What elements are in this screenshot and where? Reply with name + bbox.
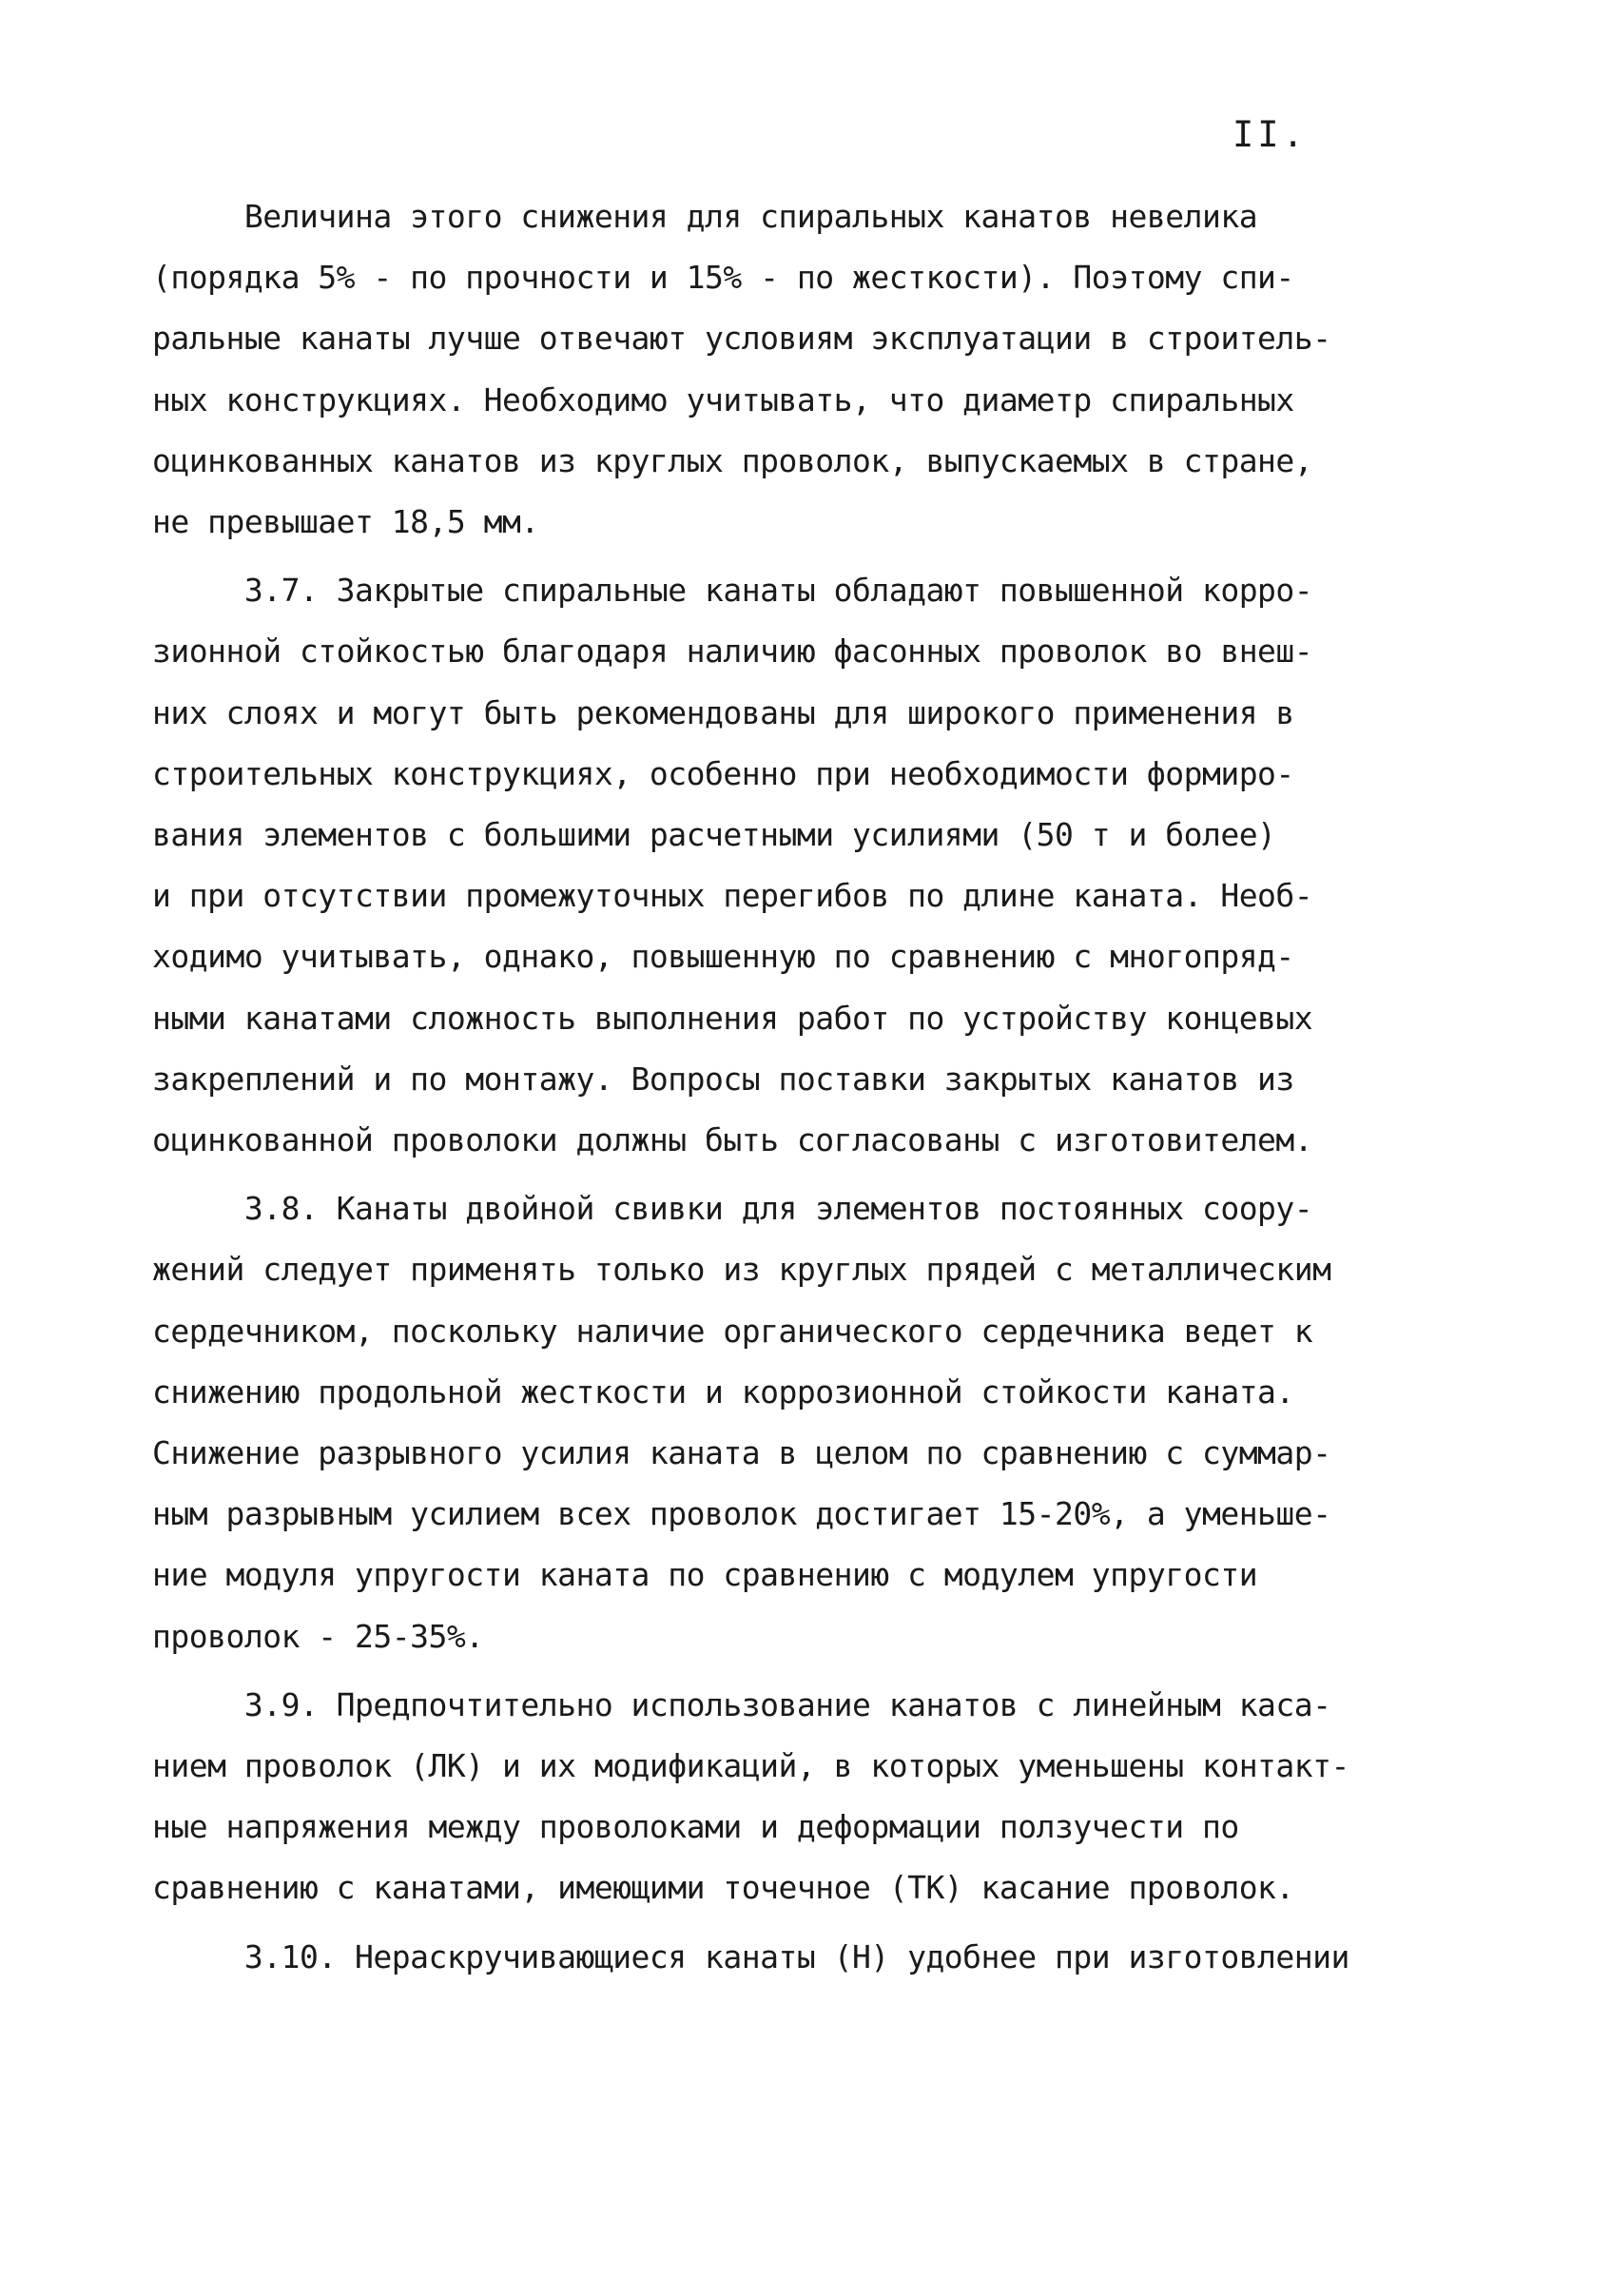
text-line: ходимо учитывать, однако, повышенную по сравнению с многопряд- bbox=[152, 938, 1294, 976]
text-line: оцинкованных канатов из круглых проволок, выпускаемых в стране, bbox=[152, 441, 1313, 479]
text-line: сравнению с канатами, имеющими точечное (ТК) касание проволок. bbox=[152, 1869, 1294, 1907]
text-line: жений следует применять только из круглых прядей с металлическим bbox=[152, 1251, 1331, 1289]
page-number: II. bbox=[1233, 114, 1308, 155]
text-line: и при отсутствии промежуточных перегибов по длине каната. Необ- bbox=[152, 877, 1313, 915]
text-line: нием проволок (ЛК) и их модификаций, в которых уменьшены контакт- bbox=[152, 1747, 1349, 1785]
text-line: ральные канаты лучше отвечают условиям эксплуатации в строитель- bbox=[152, 320, 1331, 358]
body-text bbox=[152, 186, 1388, 1988]
text-line: Снижение разрывного усилия каната в целом по сравнению с суммар- bbox=[152, 1434, 1331, 1472]
text-line: 3.10. Нераскручивающиеся канаты (Н) удобнее при изготовлении bbox=[152, 1937, 1349, 1975]
text-line: ние модуля упругости каната по сравнению с модулем упругости bbox=[152, 1556, 1258, 1594]
text-line: ных конструкциях. Необходимо учитывать, что диаметр спиральных bbox=[152, 380, 1294, 418]
text-line: проволок - 25-35%. bbox=[152, 1617, 484, 1655]
paragraph-gap bbox=[152, 1171, 1388, 1178]
text-line: 3.9. Предпочтительно использование канатов с линейным каса- bbox=[152, 1685, 1331, 1723]
text-line: строительных конструкциях, особенно при необходимости формиро- bbox=[152, 754, 1294, 792]
text-line: ные напряжения между проволоками и деформации ползучести по bbox=[152, 1808, 1239, 1846]
text-line: них слоях и могут быть рекомендованы для широкого применения в bbox=[152, 693, 1294, 731]
text-line: снижению продольной жесткости и коррозионной стойкости каната. bbox=[152, 1372, 1294, 1411]
text-line: ными канатами сложность выполнения работ по устройству концевых bbox=[152, 999, 1313, 1037]
text-line: (порядка 5% - по прочности и 15% - по жесткости). Поэтому спи- bbox=[152, 259, 1294, 297]
text-line: 3.7. Закрытые спиральные канаты обладают повышенной корро- bbox=[152, 572, 1313, 610]
text-line: зионной стойкостью благодаря наличию фасонных проволок во внеш- bbox=[152, 632, 1313, 671]
text-line: Величина этого снижения для спиральных канатов невелика bbox=[152, 198, 1258, 235]
paragraph-gap bbox=[152, 553, 1388, 560]
text-line: вания элементов с большими расчетными усилиями (50 т и более) bbox=[152, 816, 1276, 854]
text-line: ным разрывным усилием всех проволок достигает 15-20%, а уменьше- bbox=[152, 1495, 1331, 1533]
paragraph-gap bbox=[152, 1667, 1388, 1675]
text-line: сердечником, поскольку наличие органического сердечника ведет к bbox=[152, 1312, 1313, 1350]
text-line: закреплений и по монтажу. Вопросы поставки закрытых канатов из bbox=[152, 1060, 1294, 1098]
text-line: не превышает 18,5 мм. bbox=[152, 503, 539, 541]
text-line: 3.8. Канаты двойной свивки для элементов постоянных соору- bbox=[152, 1190, 1313, 1228]
paragraph-gap bbox=[152, 1919, 1388, 1927]
text-line: оцинкованной проволоки должны быть согласованы с изготовителем. bbox=[152, 1121, 1313, 1159]
